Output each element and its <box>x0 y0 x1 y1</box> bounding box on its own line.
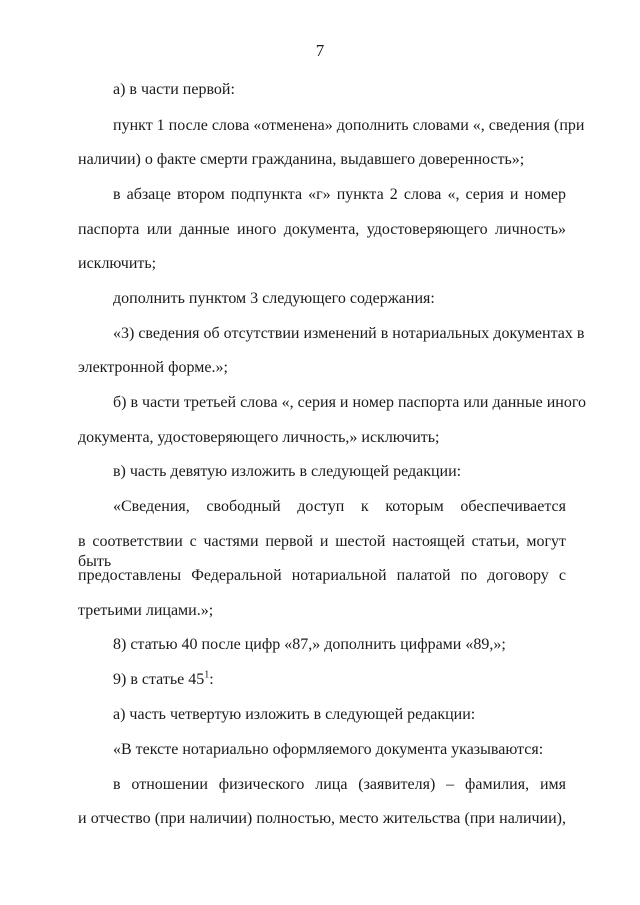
paragraph-line: и отчество (при наличии) полностью, место жительства (при наличии), <box>78 810 566 827</box>
paragraph-line: а) часть четвертую изложить в следующей редакции: <box>113 706 476 723</box>
paragraph-line: б) в части третьей слова «, серия и номер паспорта или данные иного <box>113 394 586 411</box>
paragraph-line: в) часть девятую изложить в следующей редакции: <box>113 463 462 480</box>
article-reference-suffix: : <box>209 671 214 688</box>
paragraph-line: «3) сведения об отсутствии изменений в нотариальных документах в <box>113 325 585 342</box>
paragraph-line: предоставлены Федеральной нотариальной палатой по договору с <box>78 567 566 584</box>
article-reference: 9) в статье 45 <box>113 671 205 688</box>
paragraph-line <box>113 670 566 690</box>
paragraph-line: 8) статью 40 после цифр «87,» дополнить цифрами «89,»; <box>113 636 506 653</box>
article-superscript: 1 <box>204 669 210 681</box>
paragraph-line: дополнить пунктом 3 следующего содержания: <box>113 290 435 307</box>
paragraph-line: пункт 1 после слова «отменена» дополнить словами «, сведения (при <box>113 117 585 134</box>
paragraph-line: «Сведения, свободный доступ к которым обеспечивается <box>113 498 566 515</box>
paragraph-line: наличии) о факте смерти гражданина, выдавшего доверенность»; <box>78 151 525 168</box>
paragraph-line: третьими лицами.»; <box>78 602 214 619</box>
page-number: 7 <box>315 41 325 60</box>
paragraph-line: документа, удостоверяющего личность,» исключить; <box>78 429 440 446</box>
paragraph-line: в соответствии с частями первой и шестой настоящей статьи, могут быть <box>78 533 566 570</box>
paragraph-line: исключить; <box>78 255 157 272</box>
paragraph-line: «В тексте нотариально оформляемого документа указываются: <box>113 741 544 758</box>
paragraph-line: электронной форме.»; <box>78 359 228 376</box>
paragraph-line: а) в части первой: <box>113 81 235 98</box>
paragraph-line: в абзаце втором подпункта «г» пункта 2 слова «, серия и номер <box>113 186 566 203</box>
paragraph-line: паспорта или данные иного документа, удостоверяющего личность» <box>78 221 566 238</box>
paragraph-line: в отношении физического лица (заявителя) – фамилия, имя <box>113 776 566 793</box>
